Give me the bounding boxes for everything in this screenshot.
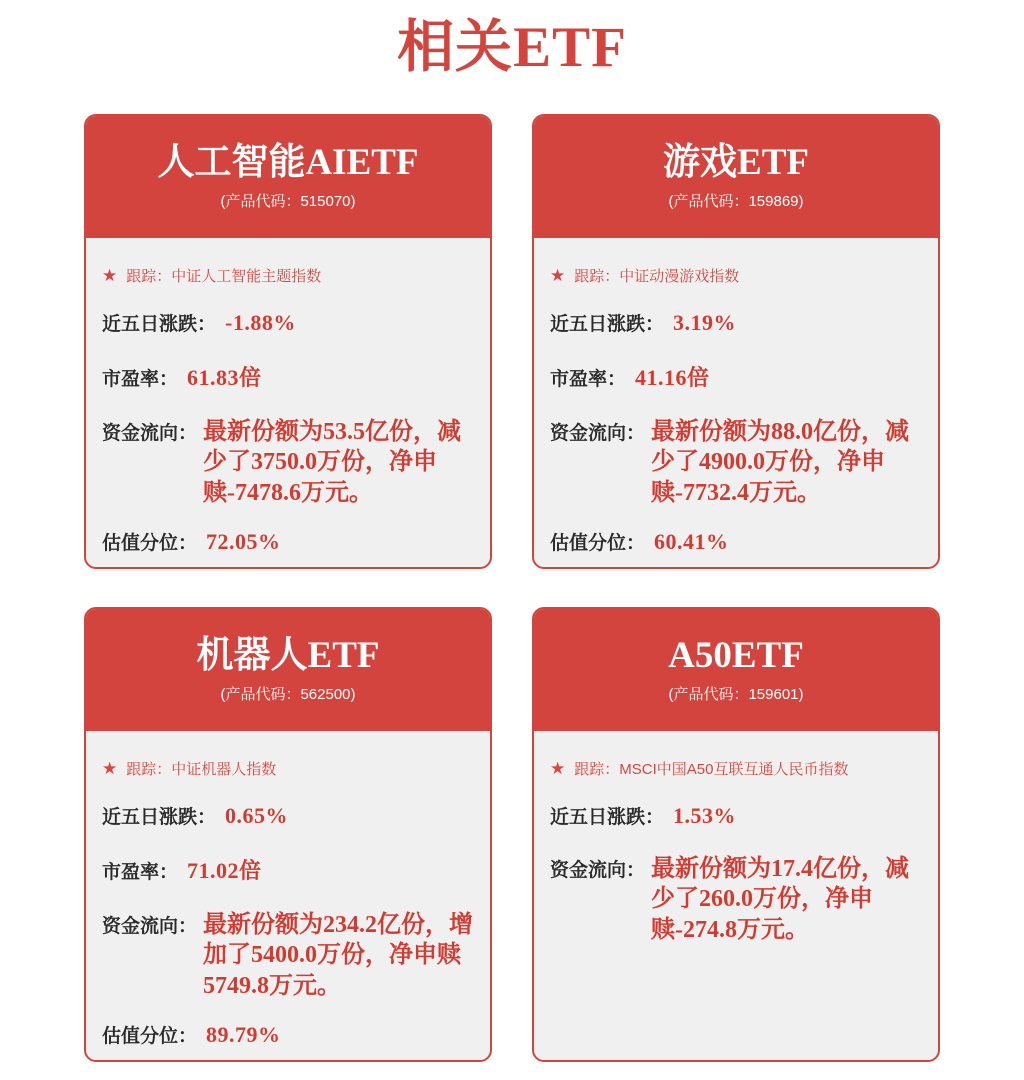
page-title-cn: 相关 — [397, 15, 514, 79]
star-icon: ★ — [102, 265, 118, 285]
card-body — [534, 238, 938, 569]
etf-card-game — [532, 114, 940, 569]
change-row — [550, 802, 924, 829]
etf-card-a50 — [532, 607, 940, 1062]
flow-value: 最新份额为17.4亿份，减少了260.0万份，净申赎-274.8万元。 — [651, 855, 910, 943]
flow-row — [550, 854, 924, 945]
valuation-value: 72.05% — [206, 529, 281, 555]
flow-value: 最新份额为234.2亿份，增加了5400.0万份，净申赎5749.8万元。 — [203, 911, 474, 999]
card-header — [85, 115, 491, 238]
change-value: 0.65% — [225, 802, 289, 828]
card-body — [534, 731, 938, 1060]
track-label: 跟踪： — [126, 267, 172, 285]
page-title — [0, 0, 1024, 80]
valuation-value: 89.79% — [206, 1022, 281, 1048]
valuation-label: 估值分位： — [102, 1026, 198, 1048]
track-row — [550, 265, 924, 286]
pe-row — [550, 361, 924, 392]
card-header — [533, 608, 939, 731]
page-title-en: ETF — [513, 16, 627, 79]
valuation-row — [550, 528, 924, 555]
flow-row — [550, 417, 924, 508]
track-row — [550, 758, 924, 779]
change-value: -1.88% — [225, 309, 296, 335]
etf-product-code: (产品代码：562500) — [220, 685, 356, 703]
change-label: 近五日涨跌： — [102, 313, 217, 335]
change-value: 3.19% — [673, 309, 737, 335]
change-label: 近五日涨跌： — [102, 806, 217, 828]
star-icon: ★ — [102, 758, 118, 778]
card-body — [86, 731, 490, 1062]
pe-row — [102, 854, 476, 885]
track-index: 中证动漫游戏指数 — [619, 267, 740, 285]
track-label: 跟踪： — [126, 760, 172, 778]
star-icon: ★ — [550, 758, 566, 778]
pe-label: 市盈率： — [102, 368, 179, 390]
change-label: 近五日涨跌： — [550, 313, 665, 335]
etf-product-code: (产品代码：159869) — [668, 192, 804, 210]
card-header — [85, 608, 491, 731]
etf-card-aietf — [84, 114, 492, 569]
change-row — [102, 802, 476, 829]
change-row — [102, 309, 476, 336]
track-row — [102, 758, 476, 779]
etf-name: 机器人ETF — [196, 634, 380, 676]
etf-name: A50ETF — [668, 634, 804, 676]
pe-row — [102, 361, 476, 392]
flow-row — [102, 910, 476, 1001]
pe-value: 61.83倍 — [187, 364, 262, 390]
valuation-row — [102, 528, 476, 555]
etf-cards-grid — [0, 80, 1024, 1062]
etf-product-code: (产品代码：159601) — [668, 685, 804, 703]
track-index: 中证机器人指数 — [171, 760, 277, 778]
pe-value: 71.02倍 — [187, 857, 262, 883]
flow-label: 资金流向： — [550, 859, 646, 881]
valuation-label: 估值分位： — [102, 533, 198, 555]
etf-product-code: (产品代码：515070) — [220, 192, 356, 210]
etf-name: 人工智能AIETF — [157, 141, 419, 183]
valuation-label: 估值分位： — [550, 533, 646, 555]
valuation-value: 60.41% — [654, 529, 729, 555]
card-body — [86, 238, 490, 569]
card-header — [533, 115, 939, 238]
flow-label: 资金流向： — [102, 422, 198, 444]
pe-label: 市盈率： — [550, 368, 627, 390]
pe-label: 市盈率： — [102, 861, 179, 883]
flow-row — [102, 417, 476, 508]
track-row — [102, 265, 476, 286]
track-label: 跟踪： — [574, 760, 620, 778]
change-row — [550, 309, 924, 336]
flow-label: 资金流向： — [550, 422, 646, 444]
track-index: MSCI中国A50互联互通人民币指数 — [619, 760, 849, 778]
star-icon: ★ — [550, 265, 566, 285]
pe-value: 41.16倍 — [635, 364, 710, 390]
change-value: 1.53% — [673, 802, 737, 828]
valuation-row — [102, 1021, 476, 1048]
etf-card-robot — [84, 607, 492, 1062]
change-label: 近五日涨跌： — [550, 806, 665, 828]
flow-label: 资金流向： — [102, 915, 198, 937]
flow-value: 最新份额为88.0亿份，减少了4900.0万份，净申赎-7732.4万元。 — [651, 418, 910, 506]
track-label: 跟踪： — [574, 267, 620, 285]
etf-name: 游戏ETF — [663, 141, 809, 183]
flow-value: 最新份额为53.5亿份，减少了3750.0万份，净申赎-7478.6万元。 — [203, 418, 462, 506]
track-index: 中证人工智能主题指数 — [171, 267, 322, 285]
